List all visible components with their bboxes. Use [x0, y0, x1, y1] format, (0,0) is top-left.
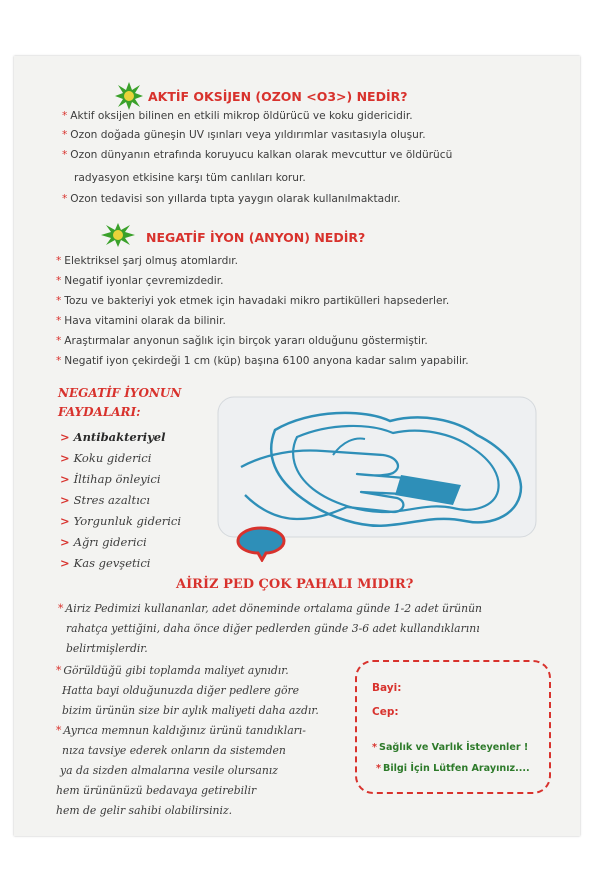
benefit-item: > Koku giderici: [60, 451, 152, 465]
price-text-line: * Airiz Pedimizi kullananlar, adet döneminde ortalama günde 1-2 adet ürünün: [58, 602, 482, 615]
ion-bullet: * Elektriksel şarj olmuş atomlardır.: [56, 255, 239, 267]
price-text-line: rahatça yettiğini, daha önce diğer pedlerden günde 3-6 adet kullandıklarını: [66, 622, 480, 635]
ozone-title: AKTİF OKSİJEN (OZON <O3>) NEDİR?: [148, 89, 408, 104]
price-text-line: * Ayrıca memnun kaldığınız ürünü tanıdıkları-: [56, 724, 306, 737]
ion-title: NEGATİF İYON (ANYON) NEDİR?: [146, 230, 366, 245]
benefits-title-line1: NEGATİF İYONUN: [58, 386, 182, 400]
benefit-item: > İltihap önleyici: [60, 472, 161, 486]
price-title: AİRİZ PED ÇOK PAHALI MIDIR?: [176, 577, 414, 592]
ion-bullet: * Tozu ve bakteriyi yok etmek için havadaki mikro partikülleri hapsederler.: [56, 295, 450, 307]
ion-bullet: * Negatif iyonlar çevremizdedir.: [56, 275, 224, 287]
green-star-burst-icon: [114, 81, 144, 111]
price-text-line: hem ürününüzü bedavaya getirebilir: [56, 784, 257, 797]
price-text-line: * Görüldüğü gibi toplamda maliyet aynıdır.: [56, 664, 289, 677]
price-text-line: hem de gelir sahibi olabilirsiniz.: [56, 804, 233, 817]
sanitary-pad-illustration: [215, 395, 540, 540]
benefit-item: > Antibakteriyel: [60, 430, 166, 444]
benefit-item: > Ağrı giderici: [60, 535, 147, 549]
dealer-slogan-line: * Sağlık ve Varlık İsteyenler !: [372, 742, 529, 753]
benefit-item: > Kas gevşetici: [60, 556, 151, 570]
price-text-line: belirtmişlerdir.: [66, 642, 148, 655]
ozone-bullet: * Ozon tedavisi son yıllarda tıpta yaygın olarak kullanılmaktadır.: [62, 193, 401, 205]
dealer-label: Bayi:: [372, 682, 402, 694]
ozone-bullet-cont: radyasyon etkisine karşı tüm canlıları korur.: [74, 172, 306, 184]
ion-bullet: * Negatif iyon çekirdeği 1 cm (küp) başına 6100 anyona kadar salım yapabilir.: [56, 355, 469, 367]
benefit-item: > Yorgunluk giderici: [60, 514, 182, 528]
dealer-slogan-line: * Bilgi İçin Lütfen Arayınız....: [376, 763, 530, 774]
phone-label: Cep:: [372, 706, 399, 718]
ion-bullet: * Hava vitamini olarak da bilinir.: [56, 315, 226, 327]
ozone-bullet: * Ozon doğada güneşin UV ışınları veya yıldırımlar vasıtasıyla oluşur.: [62, 129, 426, 141]
ozone-bullet: * Ozon dünyanın etrafında koruyucu kalkan olarak mevcuttur ve öldürücü: [62, 149, 453, 161]
price-text-line: nıza tavsiye ederek onların da sistemden: [62, 744, 286, 757]
ozone-bullet: * Aktif oksijen bilinen en etkili mikrop öldürücü ve koku gidericidir.: [62, 110, 413, 122]
speech-bubble-icon: [236, 526, 286, 562]
benefits-title-line2: FAYDALARI:: [58, 405, 141, 419]
green-star-burst-icon: [100, 222, 136, 248]
price-text-line: Hatta bayi olduğunuzda diğer pedlere göre: [62, 684, 300, 697]
price-text-line: ya da sizden almalarına vesile olursanız: [60, 764, 278, 777]
price-text-line: bizim ürünün size bir aylık maliyeti daha azdır.: [62, 704, 319, 717]
benefit-item: > Stres azaltıcı: [60, 493, 150, 507]
ion-bullet: * Araştırmalar anyonun sağlık için birçok yararı olduğunu göstermiştir.: [56, 335, 428, 347]
